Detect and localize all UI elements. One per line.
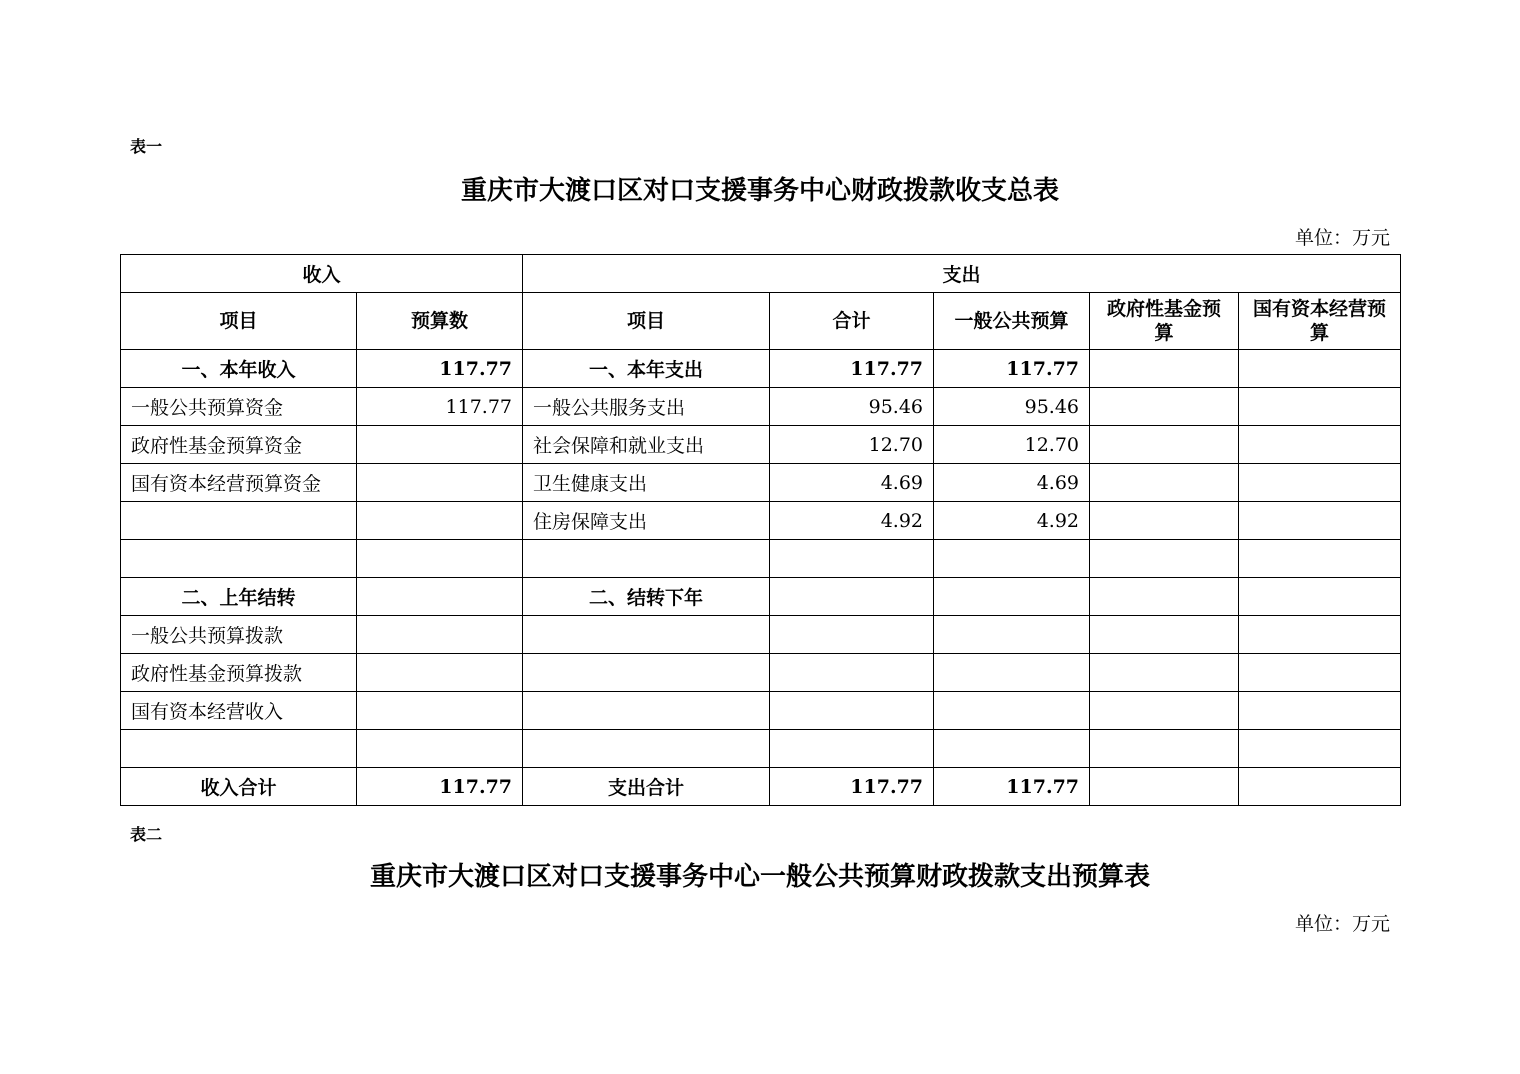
table-row bbox=[121, 388, 1401, 426]
state-capital-budget-header: 国有资本经营预算 bbox=[1239, 293, 1401, 350]
table-cell bbox=[934, 692, 1090, 730]
table-cell: 政府性基金预算资金 bbox=[121, 426, 357, 464]
table-cell: 95.46 bbox=[770, 388, 934, 426]
table-cell bbox=[1090, 730, 1239, 768]
table-row bbox=[121, 350, 1401, 388]
table-cell: 一、本年支出 bbox=[523, 350, 770, 388]
table-cell: 117.77 bbox=[357, 768, 523, 806]
table-cell bbox=[1090, 616, 1239, 654]
income-expense-summary-table bbox=[120, 254, 1401, 806]
table-cell bbox=[357, 502, 523, 540]
table-cell bbox=[1239, 464, 1401, 502]
table-cell bbox=[1239, 540, 1401, 578]
table2-title: 重庆市大渡口区对口支援事务中心一般公共预算财政拨款支出预算表 bbox=[369, 862, 1150, 892]
table-cell bbox=[1090, 578, 1239, 616]
budget-amount-header: 预算数 bbox=[357, 293, 523, 350]
table-cell bbox=[1239, 616, 1401, 654]
table-cell bbox=[934, 730, 1090, 768]
table-row bbox=[121, 616, 1401, 654]
table-cell bbox=[357, 540, 523, 578]
table-cell bbox=[523, 616, 770, 654]
table-cell bbox=[770, 730, 934, 768]
general-public-budget-header: 一般公共预算 bbox=[934, 293, 1090, 350]
table-cell bbox=[523, 654, 770, 692]
table-cell bbox=[934, 654, 1090, 692]
table-cell: 社会保障和就业支出 bbox=[523, 426, 770, 464]
table-cell bbox=[357, 426, 523, 464]
table-cell bbox=[523, 692, 770, 730]
table-cell: 95.46 bbox=[934, 388, 1090, 426]
table-cell: 117.77 bbox=[934, 350, 1090, 388]
table-cell bbox=[1090, 540, 1239, 578]
table-cell bbox=[1090, 426, 1239, 464]
table-cell bbox=[357, 654, 523, 692]
table-cell bbox=[121, 730, 357, 768]
table-cell bbox=[1090, 768, 1239, 806]
table-cell bbox=[1239, 692, 1401, 730]
table-cell: 12.70 bbox=[770, 426, 934, 464]
table-cell bbox=[934, 616, 1090, 654]
table-cell bbox=[1090, 654, 1239, 692]
table-cell: 117.77 bbox=[770, 768, 934, 806]
income-item-header: 项目 bbox=[121, 293, 357, 350]
table-cell bbox=[357, 730, 523, 768]
table-cell bbox=[523, 540, 770, 578]
table-cell bbox=[770, 578, 934, 616]
table-cell: 一、本年收入 bbox=[121, 350, 357, 388]
table-cell: 12.70 bbox=[934, 426, 1090, 464]
table-cell bbox=[770, 540, 934, 578]
table-cell bbox=[770, 654, 934, 692]
table-cell: 二、上年结转 bbox=[121, 578, 357, 616]
table-cell bbox=[1239, 730, 1401, 768]
table-cell: 政府性基金预算拨款 bbox=[121, 654, 357, 692]
table-body bbox=[121, 350, 1401, 806]
table-cell: 支出合计 bbox=[523, 768, 770, 806]
table-cell: 二、结转下年 bbox=[523, 578, 770, 616]
table-cell bbox=[357, 692, 523, 730]
table-cell bbox=[121, 540, 357, 578]
table1-label: 表一 bbox=[130, 137, 163, 156]
table1-title: 重庆市大渡口区对口支援事务中心财政拨款收支总表 bbox=[460, 176, 1059, 206]
expense-item-header: 项目 bbox=[523, 293, 770, 350]
table-cell bbox=[770, 616, 934, 654]
table-cell: 117.77 bbox=[934, 768, 1090, 806]
table-row bbox=[121, 730, 1401, 768]
table-cell bbox=[1239, 502, 1401, 540]
table-cell: 一般公共预算拨款 bbox=[121, 616, 357, 654]
table-cell bbox=[357, 616, 523, 654]
table2-label: 表二 bbox=[130, 825, 163, 844]
table-cell: 117.77 bbox=[770, 350, 934, 388]
table-cell bbox=[1090, 350, 1239, 388]
table-cell bbox=[1239, 578, 1401, 616]
table-cell: 住房保障支出 bbox=[523, 502, 770, 540]
table-cell bbox=[1239, 350, 1401, 388]
table-cell: 4.69 bbox=[934, 464, 1090, 502]
table-row bbox=[121, 464, 1401, 502]
table-cell: 卫生健康支出 bbox=[523, 464, 770, 502]
table-cell: 国有资本经营预算资金 bbox=[121, 464, 357, 502]
table-cell bbox=[1090, 692, 1239, 730]
table-cell bbox=[357, 578, 523, 616]
table-cell bbox=[770, 692, 934, 730]
gov-fund-budget-header: 政府性基金预算 bbox=[1090, 293, 1239, 350]
table-cell: 117.77 bbox=[357, 350, 523, 388]
table-cell bbox=[1090, 502, 1239, 540]
table-row bbox=[121, 426, 1401, 464]
table-cell: 一般公共服务支出 bbox=[523, 388, 770, 426]
table-cell bbox=[934, 540, 1090, 578]
total-header: 合计 bbox=[770, 293, 934, 350]
income-header: 收入 bbox=[121, 255, 523, 293]
table-cell bbox=[1239, 654, 1401, 692]
table-cell bbox=[934, 578, 1090, 616]
table-cell: 4.69 bbox=[770, 464, 934, 502]
table-cell bbox=[1239, 426, 1401, 464]
table-cell bbox=[357, 464, 523, 502]
table1-unit: 单位：万元 bbox=[1294, 227, 1390, 249]
table-row bbox=[121, 654, 1401, 692]
table-row bbox=[121, 692, 1401, 730]
table-cell bbox=[1090, 388, 1239, 426]
table-cell: 一般公共预算资金 bbox=[121, 388, 357, 426]
table-cell bbox=[1239, 768, 1401, 806]
table-cell bbox=[523, 730, 770, 768]
table-cell: 收入合计 bbox=[121, 768, 357, 806]
table-row bbox=[121, 502, 1401, 540]
table2-unit: 单位：万元 bbox=[1294, 913, 1390, 935]
table-row bbox=[121, 540, 1401, 578]
table-row bbox=[121, 578, 1401, 616]
table-row bbox=[121, 768, 1401, 806]
table-cell: 国有资本经营收入 bbox=[121, 692, 357, 730]
table-cell: 4.92 bbox=[770, 502, 934, 540]
table-cell bbox=[121, 502, 357, 540]
table-cell: 4.92 bbox=[934, 502, 1090, 540]
table-cell bbox=[1239, 388, 1401, 426]
table-cell: 117.77 bbox=[357, 388, 523, 426]
expense-header: 支出 bbox=[523, 255, 1401, 293]
table-cell bbox=[1090, 464, 1239, 502]
